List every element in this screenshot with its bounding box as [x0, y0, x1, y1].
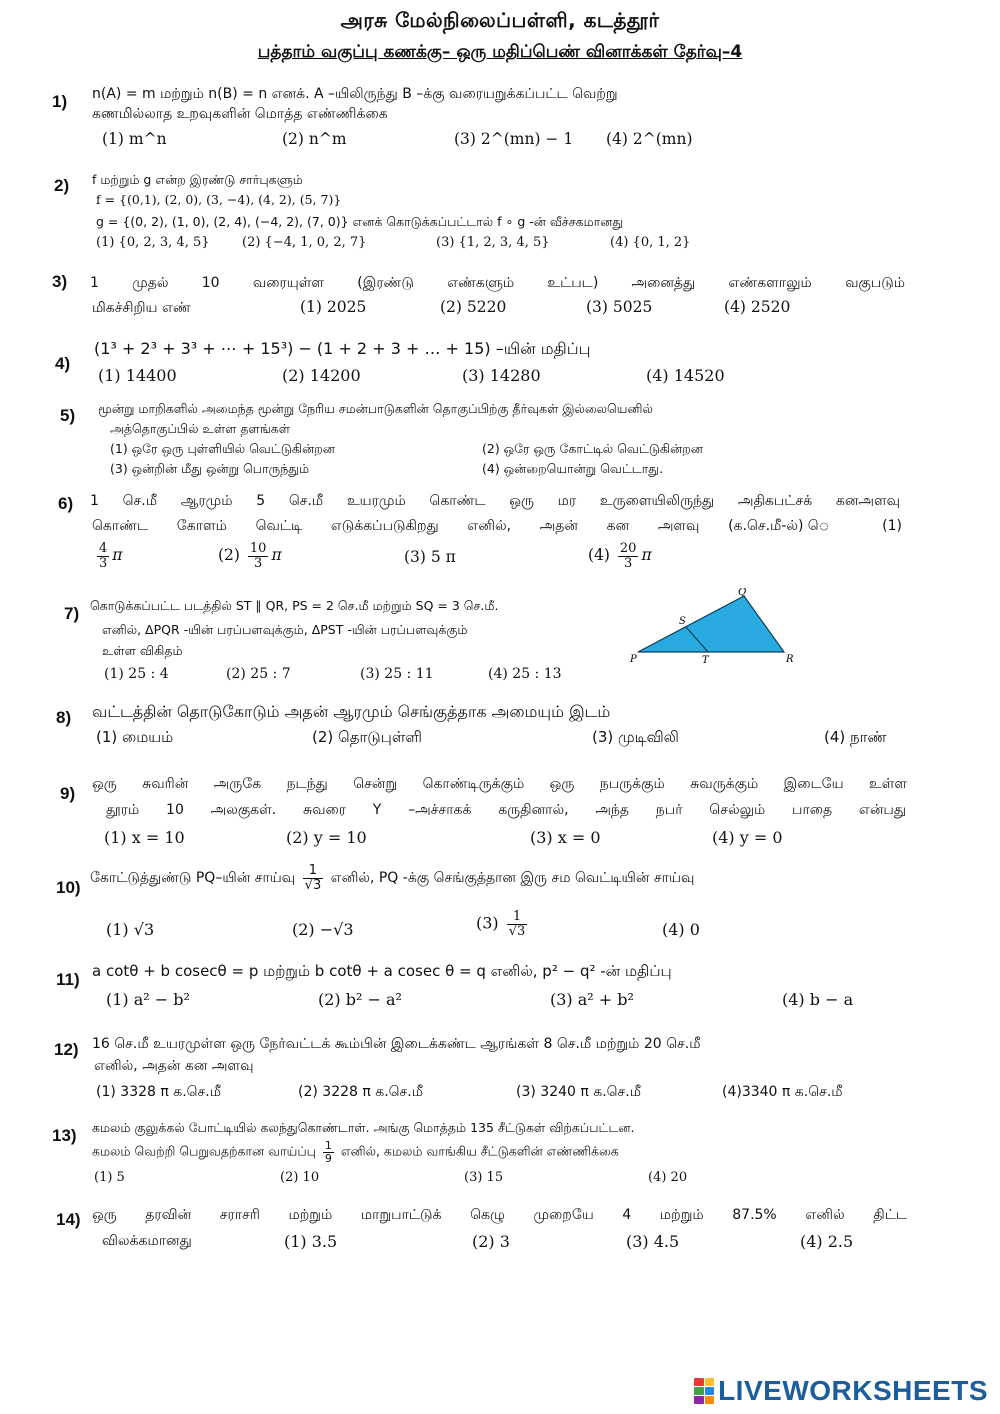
option-4[interactable]: (4) ஒன்றையொன்று வெட்டாது. — [482, 461, 664, 476]
question-text: ஒரு தரவின் சராசரி மற்றும் மாறுபாட்டுக் கெழு முறையே 4 மற்றும் 87.5% எனில் திட்ட — [92, 1207, 907, 1223]
option-4[interactable]: (4) 25 : 13 — [488, 666, 562, 682]
option-1[interactable]: (1) x = 10 — [104, 828, 185, 847]
option-4[interactable]: (4) 14520 — [646, 366, 725, 385]
question-text: கமலம் வெற்றி பெறுவதற்கான வாய்ப்பு $\frac{1}{9}$ எனில், கமலம் வாங்கிய சீட்டுகளின் எண்ணிக்கை — [92, 1139, 619, 1165]
school-name: அரசு மேல்நிலைப்பள்ளி, கடத்தூர் — [340, 8, 660, 32]
option-3[interactable]: (3) a² + b² — [550, 990, 634, 1009]
question-text: எனில், ΔPQR -யின் பரப்பளவுக்கும், ΔPST -யின் பரப்பளவுக்கும் — [102, 622, 468, 637]
question-text: கோட்டுத்துண்டு PQ–யின் சாய்வு $\frac{1}{√3}$ எனில், PQ -க்கு செங்குத்தான இரு சம வெட்டியின் சாய்வு — [90, 863, 695, 893]
question-text: தூரம் 10 அலகுகள். சுவரை Y –அச்சாகக் கருதினால், அந்த நபர் செல்லும் பாதை என்பது — [106, 802, 906, 818]
question-text: g = {(0, 2), (1, 0), (2, 4), (−4, 2), (7, 0)} எனக் கொடுக்கப்பட்டால் f ∘ g -ன் வீச்சகமானது — [96, 214, 624, 229]
option-3[interactable]: (3) 4.5 — [626, 1232, 680, 1251]
option-4[interactable]: (4) நாண் — [824, 728, 887, 746]
option-3[interactable]: (3) $\frac{1}{√3}$ — [476, 909, 526, 939]
option-1[interactable]: (1) ஒரே ஒரு புள்ளியில் வெட்டுகின்றன — [110, 441, 335, 456]
option-2[interactable]: (2) தொடுபுள்ளி — [312, 728, 422, 746]
option-3[interactable]: (3) 5 π — [404, 548, 456, 566]
question-number: 1) — [52, 92, 68, 111]
question-text: அத்தொகுப்பில் உள்ள தளங்கள் — [110, 421, 291, 436]
option-1[interactable]: (1) {0, 2, 3, 4, 5} — [96, 235, 210, 250]
option-3[interactable]: (3) 3240 π க.செ.மீ — [516, 1084, 642, 1100]
option-2[interactable]: (2) $\frac{10}{3}$ π — [218, 541, 282, 571]
option-4[interactable]: (4) $\frac{20}{3}$ π — [588, 541, 652, 571]
option-2[interactable]: (2) −√3 — [292, 920, 354, 939]
option-2[interactable]: (2) 5220 — [440, 298, 507, 316]
option-3[interactable]: (3) 2^(mn) − 1 — [454, 130, 574, 148]
question-text: (1³ + 2³ + 3³ + ⋯ + 15³) − (1 + 2 + 3 + … + 15) –யின் மதிப்பு — [94, 339, 591, 358]
option-1[interactable]: (1) மையம் — [96, 728, 174, 746]
question-text: ஒரு சுவரின் அருகே நடந்து சென்று கொண்டிருக்கும் ஒரு நபருக்கும் சுவருக்கும் இடையே உள்ள — [92, 776, 907, 792]
option-4[interactable]: (4) 2.5 — [800, 1232, 854, 1251]
option-4[interactable]: (4) b − a — [782, 990, 854, 1009]
question-number: 6) — [58, 494, 74, 513]
option-2[interactable]: (2) y = 10 — [286, 828, 367, 847]
question-text: f = {(0,1), (2, 0), (3, −4), (4, 2), (5, 7)} — [96, 192, 342, 207]
question-number: 12) — [54, 1040, 79, 1059]
option-3[interactable]: (3) 25 : 11 — [360, 666, 434, 682]
label-t: T — [702, 655, 709, 666]
question-text: f மற்றும் g என்ற இரண்டு சார்புகளும் — [92, 172, 303, 187]
option-1[interactable]: (1) 14400 — [98, 366, 177, 385]
question-text: வட்டத்தின் தொடுகோடும் அதன் ஆரமும் செங்குத்தாக அமையும் இடம் — [92, 702, 611, 721]
option-1[interactable]: (1) 25 : 4 — [104, 666, 169, 682]
question-number: 13) — [52, 1126, 77, 1145]
label-q: Q — [738, 588, 747, 598]
question-text: கணமில்லாத உறவுகளின் மொத்த எண்ணிக்கை — [92, 106, 388, 122]
question-number: 10) — [56, 878, 81, 897]
option-3[interactable]: (3) 15 — [464, 1170, 504, 1185]
option-2[interactable]: (2) n^m — [282, 130, 347, 148]
question-number: 2) — [54, 176, 70, 195]
option-4[interactable]: (4) {0, 1, 2} — [610, 235, 691, 250]
option-2[interactable]: (2) 3228 π க.செ.மீ — [298, 1084, 424, 1100]
option-2[interactable]: (2) b² − a² — [318, 990, 402, 1009]
question-text: எனில், அதன் கன அளவு — [94, 1058, 254, 1074]
option-2[interactable]: (2) {−4, 1, 0, 2, 7} — [242, 235, 367, 250]
question-number: 4) — [55, 354, 71, 373]
option-4[interactable]: (4) 20 — [648, 1170, 688, 1185]
option-3[interactable]: (3) ஒன்றின் மீது ஒன்று பொருந்தும் — [110, 461, 310, 476]
question-text: உள்ள விகிதம் — [102, 643, 183, 658]
question-number: 14) — [56, 1210, 81, 1229]
option-2[interactable]: (2) ஒரே ஒரு கோட்டில் வெட்டுகின்றன — [482, 441, 703, 456]
question-text: 16 செ.மீ உயரமுள்ள ஒரு நேர்வட்டக் கூம்பின் இடைக்கண்ட ஆரங்கள் 8 செ.மீ மற்றும் 20 செ.மீ — [92, 1036, 701, 1052]
question-number: 9) — [60, 784, 76, 803]
question-text: மிகச்சிறிய எண் — [92, 300, 191, 316]
question-text: 1 முதல் 10 வரையுள்ள (இரண்டு எண்களும் உட்பட) அனைத்து எண்களாலும் வகுபடும் — [90, 275, 906, 291]
option-1[interactable]: (1) 3328 π க.செ.மீ — [96, 1084, 222, 1100]
question-number: 8) — [56, 708, 72, 727]
option-3[interactable]: (3) x = 0 — [530, 828, 601, 847]
label-r: R — [786, 654, 794, 665]
question-text: கமலம் குலுக்கல் போட்டியில் கலந்துகொண்டாள். அங்கு மொத்தம் 135 சீட்டுகள் விற்கப்பட்டன. — [92, 1120, 635, 1135]
option-3[interactable]: (3) முடிவிலி — [592, 728, 679, 746]
question-text: கொடுக்கப்பட்ட படத்தில் ST ∥ QR, PS = 2 செ.மீ மற்றும் SQ = 3 செ.மீ. — [90, 598, 499, 613]
question-number: 3) — [52, 272, 68, 291]
exam-title: பத்தாம் வகுப்பு கணக்கு– ஒரு மதிப்பெண் வினாக்கள் தேர்வு–4 — [257, 42, 743, 62]
option-3[interactable]: (3) 5025 — [586, 298, 653, 316]
option-1[interactable]: (1) 5 — [94, 1170, 125, 1185]
option-4[interactable]: (4) 2520 — [724, 298, 791, 316]
option-2[interactable]: (2) 3 — [472, 1232, 510, 1251]
liveworksheets-logo-icon — [694, 1378, 714, 1404]
option-1[interactable]: (1) 3.5 — [284, 1232, 338, 1251]
label-s: S — [679, 616, 686, 627]
option-1[interactable]: (1) a² − b² — [106, 990, 190, 1009]
question-text: n(A) = m மற்றும் n(B) = n எனக். A –யிலிருந்து B –க்கு வரையறுக்கப்பட்ட வெற்று — [92, 86, 618, 102]
option-2[interactable]: (2) 14200 — [282, 366, 361, 385]
option-4[interactable]: (4)3340 π க.செ.மீ — [722, 1084, 843, 1100]
question-text: கொண்ட கோளம் வெட்டி எடுக்கப்படுகிறது எனில், அதன் கன அளவு (க.செ.மீ-ல்) ெ (1) — [92, 518, 902, 534]
option-1[interactable]: (1) 2025 — [300, 298, 367, 316]
question-text: 1 செ.மீ ஆரமும் 5 செ.மீ உயரமும் கொண்ட ஒரு மர உருளையிலிருந்து அதிகபட்சக் கனஅளவு — [90, 493, 900, 509]
logo-text: LIVEWORKSHEETS — [718, 1375, 988, 1406]
label-p: P — [630, 654, 637, 665]
option-4[interactable]: (4) 0 — [662, 920, 700, 939]
option-3[interactable]: (3) 14280 — [462, 366, 541, 385]
option-3[interactable]: (3) {1, 2, 3, 4, 5} — [436, 235, 550, 250]
triangle-pqr — [638, 596, 784, 652]
question-text: விலக்கமானது — [102, 1233, 192, 1249]
option-1[interactable]: $\frac{4}{3}$ π — [99, 541, 123, 571]
option-2[interactable]: (2) 10 — [280, 1170, 320, 1185]
option-2[interactable]: (2) 25 : 7 — [226, 666, 291, 682]
option-4[interactable]: (4) 2^(mn) — [606, 130, 693, 148]
option-1[interactable]: (1) √3 — [106, 920, 155, 939]
liveworksheets-logo[interactable] — [694, 1376, 988, 1406]
option-4[interactable]: (4) y = 0 — [712, 828, 783, 847]
question-number: 7) — [64, 604, 80, 623]
triangle-figure — [626, 588, 806, 668]
question-number: 5) — [60, 406, 76, 425]
question-number: 11) — [56, 970, 80, 989]
option-1[interactable]: (1) m^n — [102, 130, 167, 148]
question-text: மூன்று மாறிகளில் அமைந்த மூன்று நேரிய சமன்பாடுகளின் தொகுப்பிற்கு தீர்வுகள் இல்லையெனில் — [98, 401, 653, 416]
question-text: a cotθ + b cosecθ = p மற்றும் b cotθ + a cosec θ = q எனில், p² − q² -ன் மதிப்பு — [92, 962, 672, 980]
